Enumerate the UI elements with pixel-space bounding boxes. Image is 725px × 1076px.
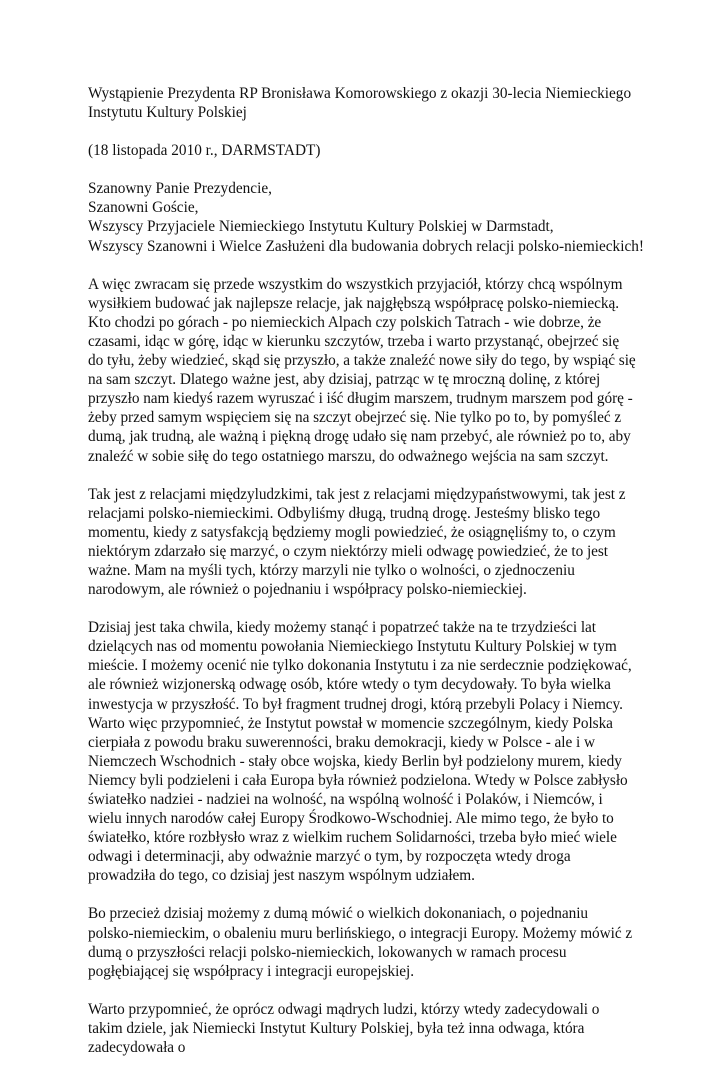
speech-text xyxy=(88,84,644,1076)
speech-paragraph-1: A więc zwracam się przede wszystkim do wszystkich przyjaciół, którzy chcą wspólnym wysiłkiem budować jak najlepsze relacje, jak najgłębszą współpracę polsko-niemiecką. Kto chodzi po górach - po niemieckich Alpach czy polskich Tatrach - wie dobrze, że czasami, idąc w górę, idąc w kierunku szczytów, trzeba i warto przystanąć, obejrzeć się do tyłu, żeby wiedzieć, skąd się przyszło, a także znaleźć nowe siły do tego, by wspiąć się na sam szczyt. Dlatego ważne jest, aby dzisiaj, patrząc w tę mroczną dolinę, z której przyszło nam kiedyś razem wyruszać i iść długim marszem, trudnym marszem pod górę - żeby przed samym wspięciem się na szczyt obejrzeć się. Nie tylko po to, by pomyśleć z dumą, jak trudną, ale ważną i piękną drogę udało się nam przebyć, ale również po to, aby znaleźć w sobie siłę do tego ostatniego marszu, do odważnego wejścia na sam szczyt. xyxy=(88,275,636,465)
greeting-line: Wszyscy Przyjaciele Niemieckiego Instytutu Kultury Polskiej w Darmstadt, xyxy=(88,218,554,236)
greeting-line: Szanowny Panie Prezydencie, xyxy=(88,180,272,198)
speech-title: Wystąpienie Prezydenta RP Bronisława Komorowskiego z okazji 30-lecia Niemieckiego Instytutu Kultury Polskiej xyxy=(88,85,632,122)
speech-paragraph-2: Tak jest z relacjami międzyludzkimi, tak jest z relacjami międzypaństwowymi, tak jest z relacjami polsko-niemieckimi. Odbyliśmy długą, trudną drogę. Jesteśmy blisko tego momentu, kiedy z satysfakcją będziemy mogli powiedzieć, że osiągnęliśmy to, o czym niektórym zdarzało się marzyć, o czym niektórzy mieli odwagę powiedzieć, że to jest ważne. Mam na myśli tych, którzy marzyli nie tylko o wolności, o zjednoczeniu narodowym, ale również o pojednaniu i współpracy polsko-niemieckiej. xyxy=(88,485,626,599)
speech-date-place: (18 listopada 2010 r., DARMSTADT) xyxy=(88,142,321,160)
greetings-block xyxy=(88,179,644,255)
speech-paragraph-5: Warto przypomnieć, że oprócz odwagi mądrych ludzi, którzy wtedy zadecydowali o takim dziele, jak Niemiecki Instytut Kultury Polskiej, była też inna odwaga, która zadecydowała o xyxy=(88,1000,600,1057)
greeting-line: Szanowni Goście, xyxy=(88,199,199,217)
speech-paragraph-4: Bo przecież dzisiaj możemy z dumą mówić o wielkich dokonaniach, o pojednaniu polsko-niemieckim, o obaleniu muru berlińskiego, o integracji Europy. Możemy mówić z dumą o przyszłości relacji polsko-niemieckich, lokowanych w ramach procesu pogłębiającej się współpracy i integracji europejskiej. xyxy=(88,905,633,980)
speech-paragraph-3: Dzisiaj jest taka chwila, kiedy możemy stanąć i popatrzeć także na te trzydzieści lat dzielących nas od momentu powołania Niemieckiego Instytutu Kultury Polskiej w tym mieście. I możemy ocenić nie tylko dokonania Instytutu i za nie serdecznie podziękować, ale również wizjonerską odwagę osób, które wtedy o tym decydowały. To była wielka inwestycja w przyszłość. To był fragment trudnej drogi, którą przebyli Polacy i Niemcy. Warto więc przypomnieć, że Instytut powstał w momencie szczególnym, kiedy Polska cierpiała z powodu braku suwerenności, braku demokracji, kiedy w Polsce - ale i w Niemczech Wschodnich - stały obce wojska, kiedy Berlin był podzielony murem, kiedy Niemcy byli podzieleni i cała Europa była również podzielona. Wtedy w Polsce zabłysło światełko nadziei - nadziei na wolność, na wspólną wolność i Polaków, i Niemców, i wielu innych narodów całej Europy Środkowo-Wschodniej. Ale mimo tego, że było to światełko, które rozbłysło wraz z wielkim ruchem Solidarności, trzeba było mieć wiele odwagi i determinacji, aby odważnie marzyć o tym, by rozpoczęta wtedy droga prowadziła do tego, co dzisiaj jest naszym wspólnym udziałem. xyxy=(88,619,632,885)
greeting-line: Wszyscy Szanowni i Wielce Zasłużeni dla budowania dobrych relacji polsko-niemieckich! xyxy=(88,237,644,255)
